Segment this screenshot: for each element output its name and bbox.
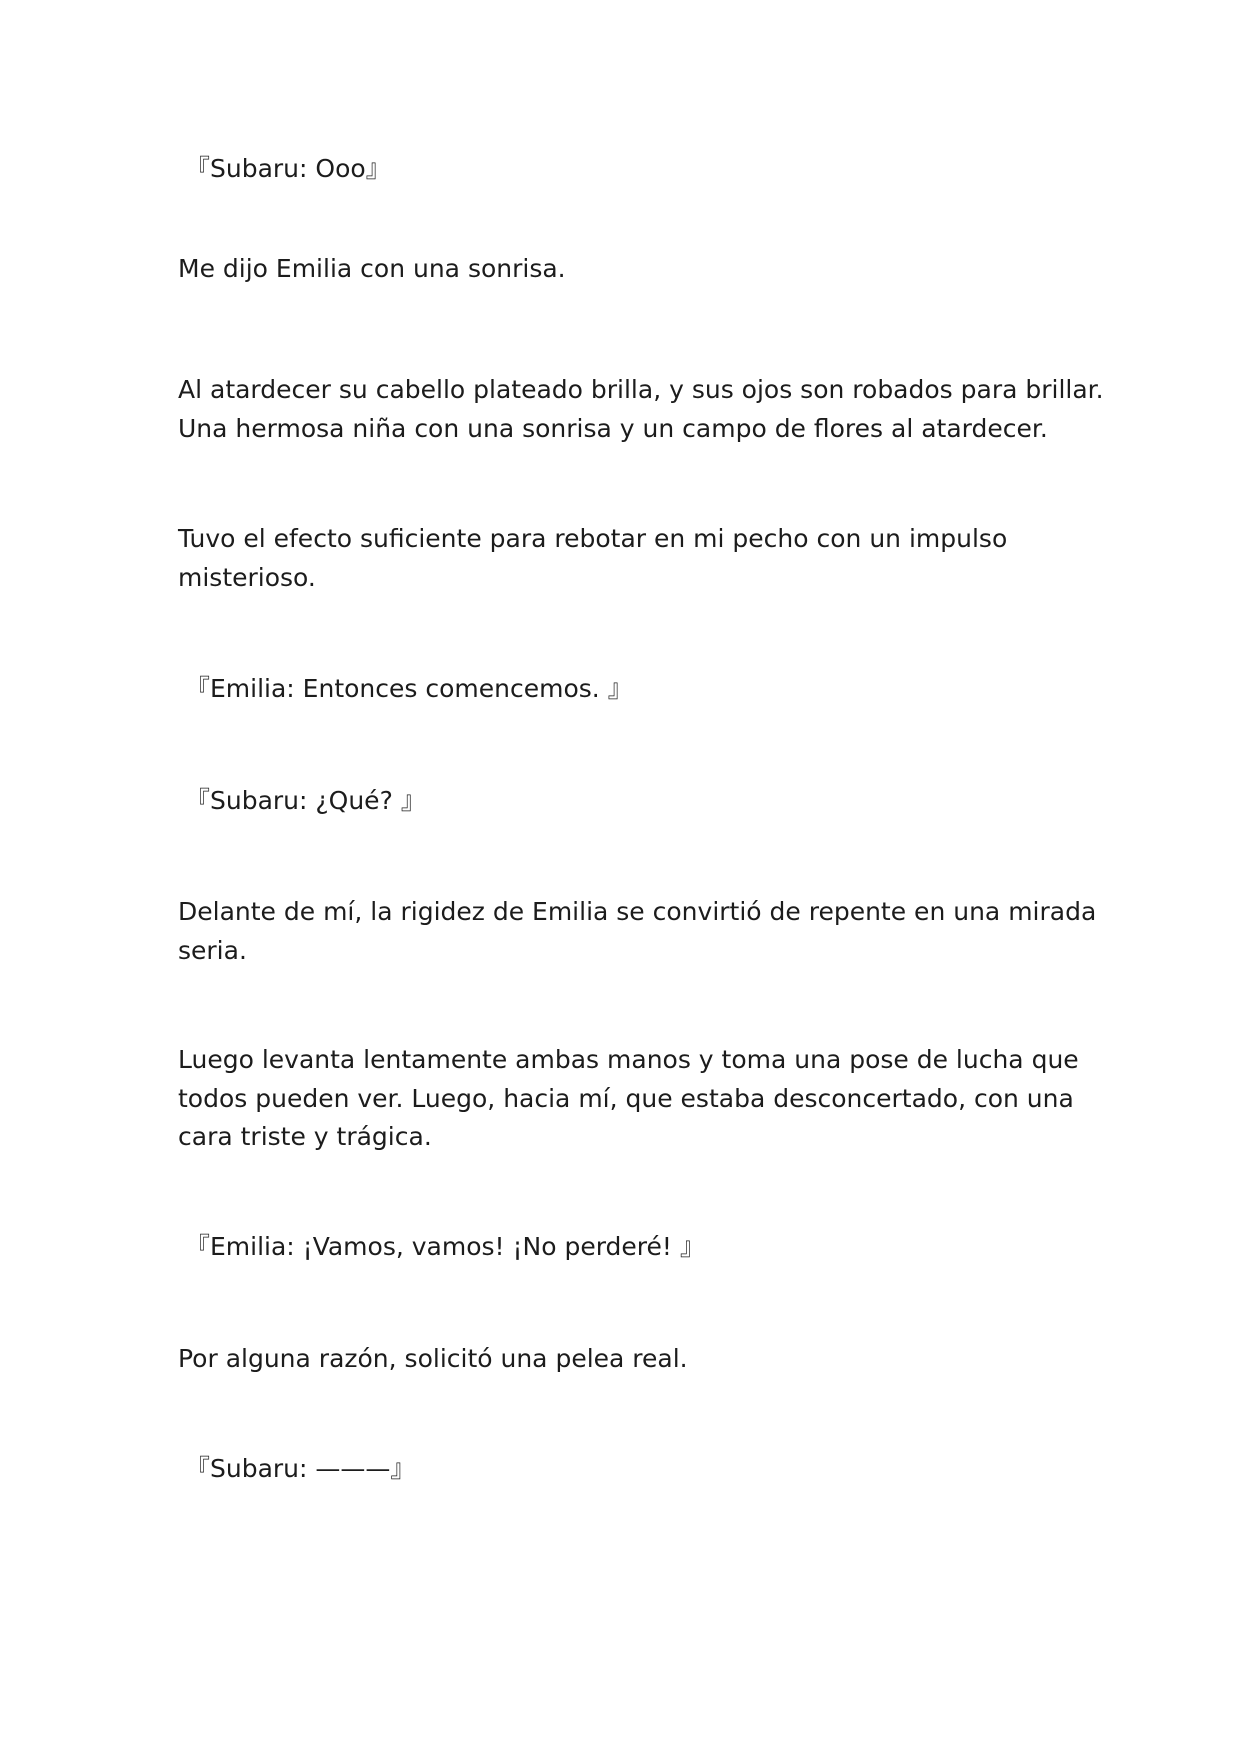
text-line: Por alguna razón, solicitó una pelea real.: [178, 1344, 688, 1373]
dialogue-subaru-dashes: [185, 1450, 1085, 1489]
text-line: seria.: [178, 935, 247, 965]
narration-paragraph: [178, 250, 1078, 289]
text-line: Tuvo el efecto suficiente para rebotar en mi pecho con un impulso: [178, 524, 1008, 553]
text-line: 『Subaru: ¿Qué? 』: [185, 786, 426, 815]
text-line: Me dijo Emilia con una sonrisa.: [178, 254, 566, 283]
dialogue-subaru-ooo: [185, 150, 1085, 189]
dialogue-subaru-que: [185, 782, 1085, 821]
dialogue-emilia-vamos: [185, 1228, 1085, 1267]
text-line: 『Subaru: Ooo』: [185, 154, 391, 183]
text-line: Al atardecer su cabello plateado brilla, y sus ojos son robados para brillar.: [178, 375, 1104, 404]
text-line: cara triste y trágica.: [178, 1122, 432, 1151]
narration-paragraph: [178, 1041, 1078, 1157]
text-line: 『Emilia: ¡Vamos, vamos! ¡No perderé! 』: [185, 1232, 705, 1261]
text-line: 『Emilia: Entonces comencemos. 』: [185, 674, 633, 703]
dialogue-emilia-comencemos: [185, 670, 1085, 709]
text-line: misterioso.: [178, 562, 316, 592]
text-line: Una hermosa niña con una sonrisa y un campo de flores al atardecer.: [178, 413, 1048, 443]
narration-paragraph: [178, 1340, 1078, 1379]
narration-paragraph: [178, 893, 1097, 970]
narration-paragraph: [178, 371, 1104, 448]
text-line: Luego levanta lentamente ambas manos y toma una pose de lucha que: [178, 1045, 1079, 1074]
text-line: todos pueden ver. Luego, hacia mí, que estaba desconcertado, con una: [178, 1083, 1074, 1113]
text-line: Delante de mí, la rigidez de Emilia se convirtió de repente en una mirada: [178, 897, 1097, 926]
text-line: 『Subaru: ———』: [185, 1454, 416, 1483]
narration-paragraph: [178, 520, 1078, 597]
